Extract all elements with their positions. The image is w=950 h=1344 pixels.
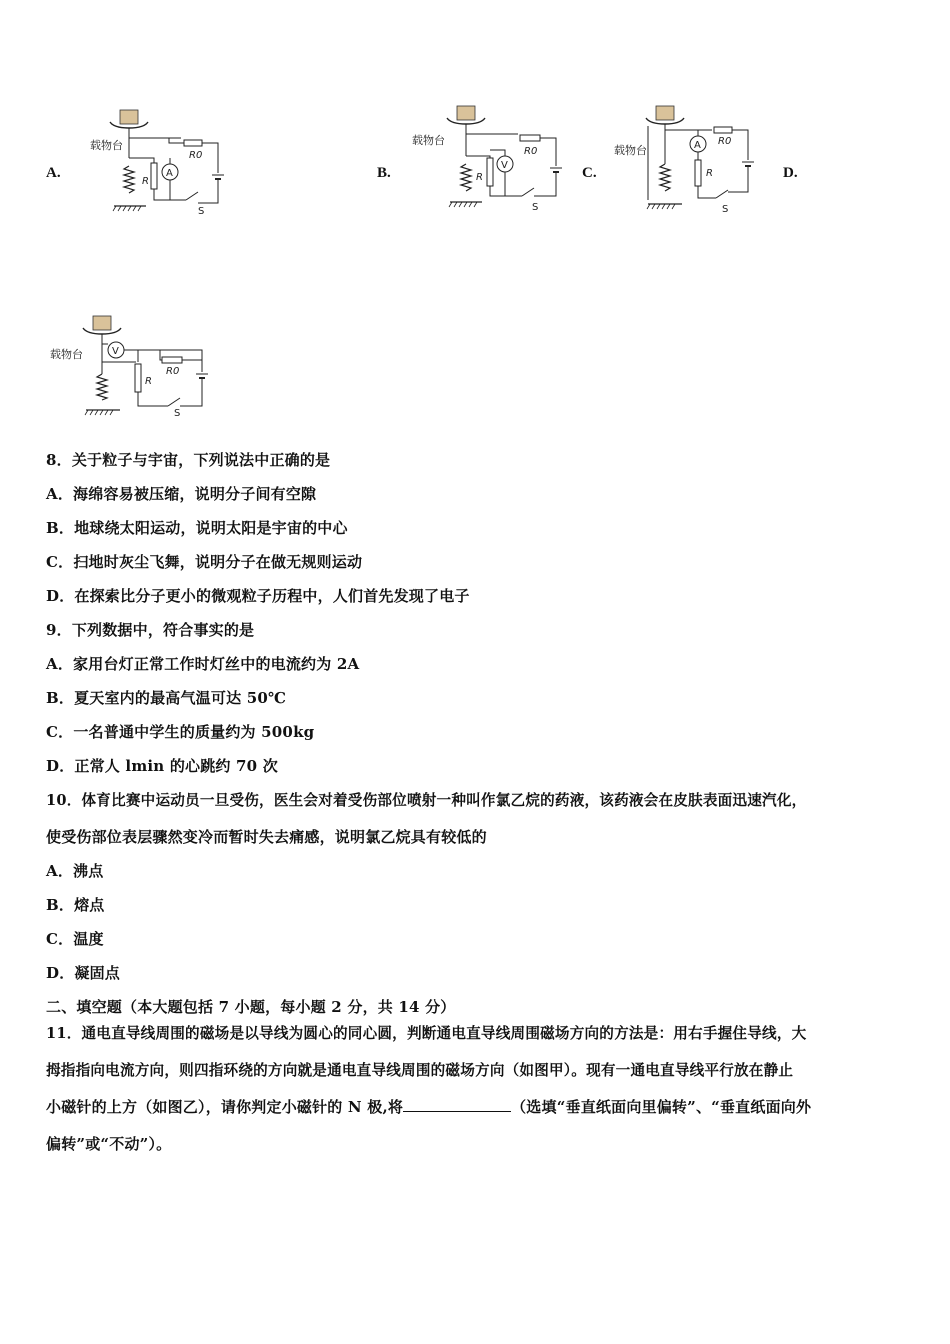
switch [716, 190, 728, 198]
q9-option-b: B．夏天室内的最高气温可达 50℃ [46, 689, 287, 707]
resistor-r0 [520, 135, 540, 141]
switch-label: S [174, 408, 181, 418]
resistor-r0 [162, 357, 182, 363]
q8-option-d: D．在探索比分子更小的微观粒子历程中，人们首先发现了电子 [46, 587, 470, 605]
r0-label: R0 [166, 366, 180, 377]
rheostat-r [135, 364, 141, 392]
answer-blank[interactable] [403, 1097, 511, 1112]
q10-option-a: A．沸点 [46, 862, 104, 880]
q11-line2: 拇指指向电流方向，则四指环绕的方向就是通电直导线周围的磁场方向（如图甲）。现有一通电直导线平行放在静止 [46, 1062, 794, 1079]
q10-option-c: C．温度 [46, 930, 104, 948]
switch-label: S [722, 204, 729, 215]
circuit-diagram-b [410, 104, 580, 216]
r0-label: R0 [718, 136, 732, 147]
platform-label: 载物台 [90, 139, 123, 152]
platform-label: 载物台 [50, 348, 83, 361]
rheostat-r [151, 163, 157, 189]
q11-line3 [46, 1096, 811, 1117]
ammeter-label: A [166, 168, 173, 179]
spring [461, 164, 471, 191]
platform-label: 载物台 [412, 134, 445, 147]
switch [168, 398, 180, 406]
q9-option-a: A．家用台灯正常工作时灯丝中的电流约为 2A [46, 655, 360, 673]
rheostat-r [695, 160, 701, 186]
platform-label: 载物台 [614, 144, 647, 157]
ammeter-label: A [694, 140, 701, 151]
voltmeter-label: V [501, 160, 508, 171]
r0-label: R0 [189, 150, 203, 161]
r-label: R [706, 168, 713, 179]
q11-line4: 偏转”或“不动”）。 [46, 1135, 172, 1153]
q8-option-a: A．海绵容易被压缩，说明分子间有空隙 [46, 485, 317, 503]
circuit-diagram-a [88, 108, 248, 220]
resistor-r0 [184, 140, 202, 146]
q11-line3-before: 小磁针的上方（如图乙），请你判定小磁针的 N 极,将 [46, 1098, 404, 1116]
q9-stem: 9．下列数据中，符合事实的是 [46, 621, 255, 639]
spring [97, 374, 107, 400]
switch-label: S [532, 202, 539, 213]
spring [124, 166, 134, 193]
section-heading: 二、填空题（本大题包括 7 小题，每小题 2 分，共 14 分） [46, 998, 456, 1016]
q11-line3-after: （选填“垂直纸面向里偏转”、“垂直纸面向外 [511, 1098, 812, 1116]
q9-option-d: D．正常人 lmin 的心跳约 70 次 [46, 757, 278, 775]
q10-stem-line1: 10．体育比赛中运动员一旦受伤，医生会对着受伤部位喷射一种叫作氯乙烷的药液，该药液会在皮肤表面迅速汽化， [46, 792, 807, 809]
q8-option-c: C．扫地时灰尘飞舞，说明分子在做无规则运动 [46, 553, 363, 571]
load-box [656, 106, 674, 120]
spring [660, 164, 670, 191]
q10-option-d: D．凝固点 [46, 964, 121, 982]
option-d-label: D. [783, 165, 798, 181]
option-a-label: A. [46, 165, 61, 181]
rheostat-r [487, 158, 493, 186]
q11-line1: 11．通电直导线周围的磁场是以导线为圆心的同心圆，判断通电直导线周围磁场方向的方法是：用右手握住导线，大 [46, 1025, 807, 1042]
option-c-label: C. [582, 165, 597, 181]
q8-option-b: B．地球绕太阳运动，说明太阳是宇宙的中心 [46, 519, 348, 537]
q10-stem-line2: 使受伤部位表层骤然变冷而暂时失去痛感，说明氯乙烷具有较低的 [46, 828, 487, 846]
r-label: R [145, 376, 152, 387]
q10-option-b: B．熔点 [46, 896, 105, 914]
load-box [93, 316, 111, 330]
r-label: R [476, 172, 483, 183]
option-b-label: B. [377, 165, 391, 181]
voltmeter-label: V [112, 346, 119, 357]
switch-label: S [198, 206, 205, 217]
load-box [457, 106, 475, 120]
switch [186, 192, 198, 200]
resistor-r0 [714, 127, 732, 133]
r0-label: R0 [524, 146, 538, 157]
switch [522, 188, 534, 196]
q9-option-c: C．一名普通中学生的质量约为 500kg [46, 723, 315, 741]
q8-stem: 8．关于粒子与宇宙，下列说法中正确的是 [46, 451, 331, 469]
load-box [120, 110, 138, 124]
circuit-diagram-c [612, 104, 772, 216]
r-label: R [142, 176, 149, 187]
circuit-diagram-d [48, 314, 218, 418]
